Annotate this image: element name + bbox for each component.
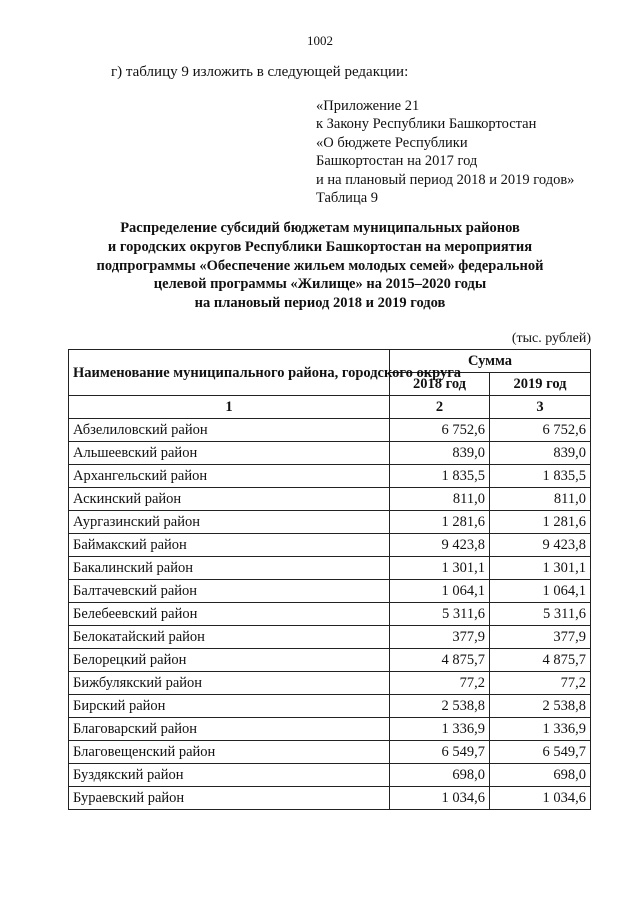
amount-2018-cell: 6 549,7 — [390, 741, 490, 764]
amount-2019-cell: 6 549,7 — [490, 741, 591, 764]
title-line: целевой программы «Жилище» на 2015–2020 годы — [153, 276, 487, 293]
table-row — [69, 465, 591, 488]
district-name-cell: Белорецкий район — [69, 649, 390, 672]
table-row — [69, 488, 591, 511]
page-number: 1002 — [307, 33, 333, 48]
table-row — [69, 580, 591, 603]
district-name-cell: Аскинский район — [69, 488, 390, 511]
title-line: Распределение субсидий бюджетам муниципальных районов — [120, 220, 520, 236]
amount-2019-cell: 839,0 — [490, 442, 591, 465]
amount-2018-cell: 5 311,6 — [390, 603, 490, 626]
amount-2018-cell: 2 538,8 — [390, 695, 490, 718]
table-row — [69, 442, 591, 465]
header-year-2019: 2019 год — [490, 373, 591, 396]
amount-2018-cell: 1 281,6 — [390, 511, 490, 534]
appendix-line: и на плановый период 2018 и 2019 годов» — [316, 171, 575, 188]
header-sum: Сумма — [390, 350, 591, 373]
table-row — [69, 626, 591, 649]
table-row — [69, 511, 591, 534]
amount-2019-cell: 1 835,5 — [490, 465, 591, 488]
amount-2019-cell: 4 875,7 — [490, 649, 591, 672]
amount-2018-cell: 4 875,7 — [390, 649, 490, 672]
appendix-line: Башкортостан на 2017 год — [316, 153, 478, 170]
amount-2018-cell: 77,2 — [390, 672, 490, 695]
title-line: на плановый период 2018 и 2019 годов — [194, 295, 446, 312]
table-row — [69, 534, 591, 557]
district-name-cell: Баймакский район — [69, 534, 390, 557]
amount-2018-cell: 839,0 — [390, 442, 490, 465]
units-label: (тыс. рублей) — [511, 331, 591, 346]
amount-2018-cell: 1 336,9 — [390, 718, 490, 741]
amount-2018-cell: 9 423,8 — [390, 534, 490, 557]
amount-2019-cell: 1 301,1 — [490, 557, 591, 580]
column-number: 2 — [390, 396, 490, 419]
amount-2018-cell: 6 752,6 — [390, 419, 490, 442]
appendix-line: «О бюджете Республики — [316, 134, 468, 151]
table-row — [69, 649, 591, 672]
district-name-cell: Благовещенский район — [69, 741, 390, 764]
district-name-cell: Бакалинский район — [69, 557, 390, 580]
table-body — [69, 419, 591, 810]
amount-2019-cell: 377,9 — [490, 626, 591, 649]
amount-2018-cell: 698,0 — [390, 764, 490, 787]
document-title — [60, 219, 580, 313]
district-name-cell: Архангельский район — [69, 465, 390, 488]
subsidy-table — [68, 349, 591, 810]
amount-2019-cell: 2 538,8 — [490, 695, 591, 718]
amount-2018-cell: 1 064,1 — [390, 580, 490, 603]
district-name-cell: Альшеевский район — [69, 442, 390, 465]
appendix-line: «Приложение 21 — [316, 98, 420, 114]
amount-2018-cell: 1 835,5 — [390, 465, 490, 488]
amount-2019-cell: 9 423,8 — [490, 534, 591, 557]
header-name: Наименование муниципального района, городского округа — [69, 350, 390, 396]
district-name-cell: Бураевский район — [69, 787, 390, 810]
amount-2018-cell: 1 301,1 — [390, 557, 490, 580]
table-row — [69, 787, 591, 810]
amount-2018-cell: 1 034,6 — [390, 787, 490, 810]
amount-2019-cell: 6 752,6 — [490, 419, 591, 442]
table-row — [69, 741, 591, 764]
appendix-line: к Закону Республики Башкортостан — [316, 116, 537, 133]
table-row — [69, 603, 591, 626]
district-name-cell: Белокатайский район — [69, 626, 390, 649]
district-name-cell: Абзелиловский район — [69, 419, 390, 442]
amount-2019-cell: 811,0 — [490, 488, 591, 511]
title-line: подпрограммы «Обеспечение жильем молодых семей» федеральной — [96, 257, 544, 274]
table-row — [69, 672, 591, 695]
table-row — [69, 695, 591, 718]
table-row — [69, 419, 591, 442]
title-line: и городских округов Республики Башкортостан на мероприятия — [107, 238, 533, 255]
district-name-cell: Бижбулякский район — [69, 672, 390, 695]
district-name-cell: Благоварский район — [69, 718, 390, 741]
column-number: 1 — [69, 396, 390, 419]
amount-2019-cell: 1 281,6 — [490, 511, 591, 534]
amount-2018-cell: 377,9 — [390, 626, 490, 649]
amount-2019-cell: 1 064,1 — [490, 580, 591, 603]
amount-2019-cell: 698,0 — [490, 764, 591, 787]
amount-2019-cell: 1 034,6 — [490, 787, 591, 810]
table-row — [69, 764, 591, 787]
appendix-note — [316, 97, 574, 207]
district-name-cell: Бирский район — [69, 695, 390, 718]
table-row — [69, 557, 591, 580]
amount-2019-cell: 77,2 — [490, 672, 591, 695]
district-name-cell: Балтачевский район — [69, 580, 390, 603]
amount-2019-cell: 1 336,9 — [490, 718, 591, 741]
table-row — [69, 718, 591, 741]
district-name-cell: Буздякский район — [69, 764, 390, 787]
appendix-line: Таблица 9 — [316, 190, 379, 207]
header-year-2018: 2018 год — [390, 373, 490, 396]
column-number: 3 — [490, 396, 591, 419]
amount-2018-cell: 811,0 — [390, 488, 490, 511]
amount-2019-cell: 5 311,6 — [490, 603, 591, 626]
intro-text: г) таблицу 9 изложить в следующей редакции: — [111, 64, 409, 80]
district-name-cell: Белебеевский район — [69, 603, 390, 626]
district-name-cell: Аургазинский район — [69, 511, 390, 534]
